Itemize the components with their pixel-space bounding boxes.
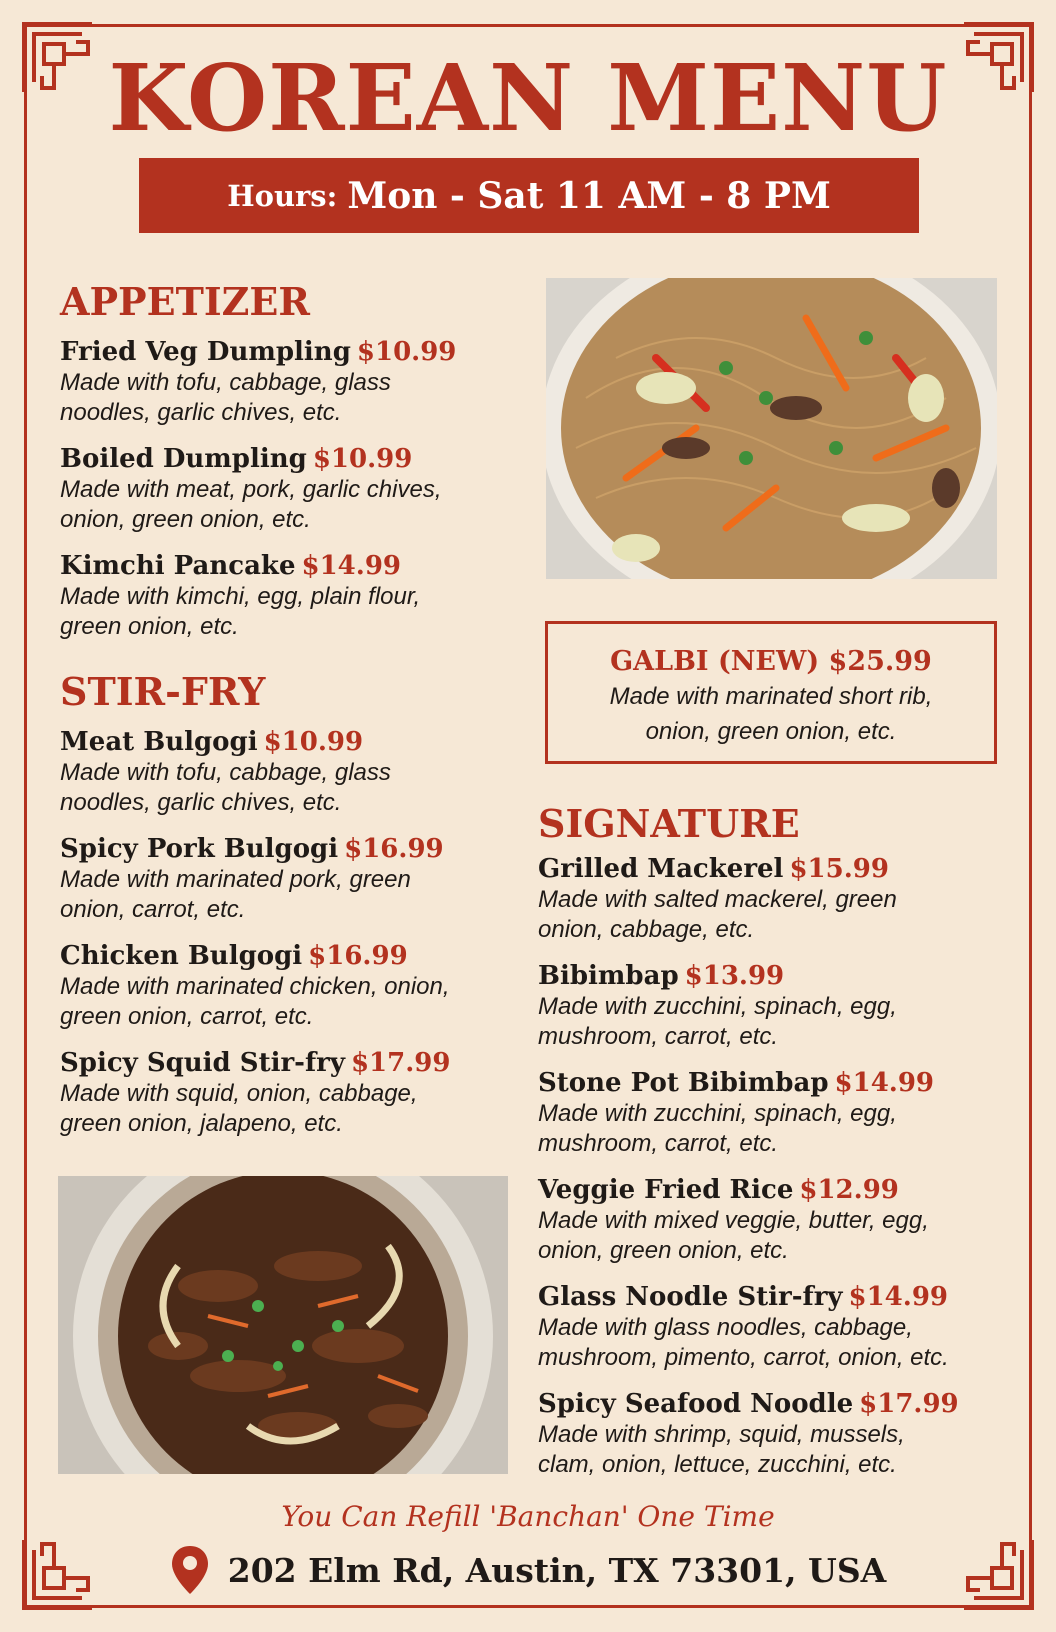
address-text: 202 Elm Rd, Austin, TX 73301, USA [227,1550,887,1590]
location-pin-icon [170,1544,210,1596]
item-description: Made with zucchini, spinach, egg, [538,1100,897,1127]
item-name: Bibimbap [538,961,679,991]
featured-price: $25.99 [828,646,932,677]
item-name: Grilled Mackerel [538,854,784,884]
item-price: $12.99 [799,1175,899,1205]
item-name: Fried Veg Dumpling [60,337,351,367]
item-description: Made with marinated pork, green [60,866,411,893]
hours-banner [139,158,919,233]
item-description: onion, carrot, etc. [60,896,246,923]
item-price: $15.99 [789,854,889,884]
item-price: $14.99 [834,1068,935,1098]
menu-item [60,833,500,925]
menu-title: KOREAN MENU [108,44,948,152]
item-price: $10.99 [312,444,413,474]
item-name: Kimchi Pancake [60,551,296,581]
item-price: $16.99 [308,941,408,971]
refill-note: You Can Refill 'Banchan' One Time [281,1500,775,1533]
item-price: $14.99 [301,551,402,581]
item-description: onion, cabbage, etc. [538,916,755,943]
item-description: noodles, garlic chives, etc. [60,399,342,426]
signature-heading: SIGNATURE [538,801,800,846]
stirfry-heading: STIR-FRY [60,669,266,714]
menu-item [60,940,500,1032]
item-name: Boiled Dumpling [60,444,307,474]
item-price: $10.99 [356,337,457,367]
item-description: mushroom, carrot, etc. [538,1023,779,1050]
menu-item [60,443,500,535]
menu-item [60,1047,500,1139]
menu-item [538,853,1008,945]
menu-item [538,1174,1008,1266]
menu-item [538,1281,1008,1373]
item-price: $17.99 [350,1048,451,1078]
item-name: Chicken Bulgogi [60,941,303,971]
item-description: noodles, garlic chives, etc. [60,789,342,816]
item-description: Made with zucchini, spinach, egg, [538,993,897,1020]
item-price: $16.99 [344,834,444,864]
item-name: Meat Bulgogi [60,727,258,757]
bulgogi-photo [58,1176,508,1474]
item-price: $10.99 [263,727,364,757]
hours-value: Mon - Sat 11 AM - 8 PM [347,174,831,217]
menu-item [538,1067,1008,1159]
item-description: Made with kimchi, egg, plain flour, [60,583,421,610]
item-description: mushroom, carrot, etc. [538,1130,779,1157]
item-description: clam, onion, lettuce, zucchini, etc. [538,1451,897,1478]
item-name: Spicy Pork Bulgogi [60,834,339,864]
item-description: Made with glass noodles, cabbage, [538,1314,913,1341]
menu-item [60,550,500,642]
item-name: Stone Pot Bibimbap [538,1068,829,1098]
item-description: Made with shrimp, squid, mussels, [538,1421,905,1448]
item-price: $17.99 [859,1389,959,1419]
item-description: onion, green onion, etc. [60,506,311,533]
hours-label: Hours: [227,178,338,213]
japchae-photo [546,278,997,579]
menu-item [60,336,500,428]
item-description: green onion, etc. [60,613,239,640]
item-description: onion, green onion, etc. [538,1237,789,1264]
featured-description: onion, green onion, etc. [645,718,897,745]
item-name: Spicy Squid Stir-fry [60,1048,345,1078]
item-description: Made with mixed veggie, butter, egg, [538,1207,929,1234]
featured-item-box [545,621,997,764]
featured-name: GALBI (NEW) [610,646,820,677]
address-line [0,1544,1056,1596]
featured-description: Made with marinated short rib, [609,683,933,710]
item-description: Made with tofu, cabbage, glass [60,759,391,786]
item-description: green onion, jalapeno, etc. [60,1110,343,1137]
item-description: mushroom, pimento, carrot, onion, etc. [538,1344,949,1371]
menu-item [538,960,1008,1052]
item-name: Veggie Fried Rice [538,1175,794,1205]
item-description: Made with marinated chicken, onion, [60,973,450,1000]
menu-item [538,1388,1008,1480]
item-name: Spicy Seafood Noodle [538,1389,854,1419]
item-description: green onion, carrot, etc. [60,1003,314,1030]
item-description: Made with squid, onion, cabbage, [60,1080,418,1107]
item-description: Made with salted mackerel, green [538,886,897,913]
item-price: $14.99 [848,1282,949,1312]
item-price: $13.99 [684,961,785,991]
item-description: Made with tofu, cabbage, glass [60,369,391,396]
item-name: Glass Noodle Stir-fry [538,1282,843,1312]
appetizer-heading: APPETIZER [60,279,310,324]
menu-item [60,726,500,818]
item-description: Made with meat, pork, garlic chives, [60,476,442,503]
